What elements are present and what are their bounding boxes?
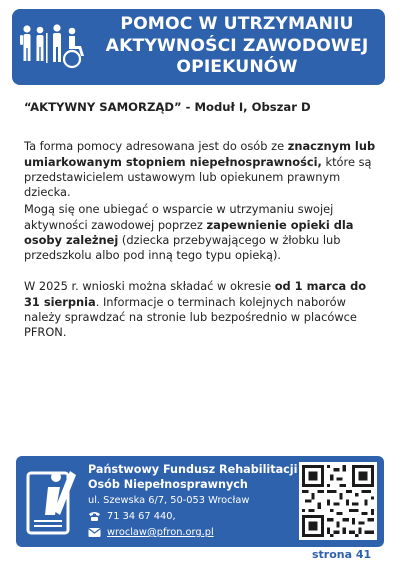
paragraph-eligibility [24, 139, 378, 200]
paragraph-support [24, 202, 378, 263]
section-subtitle: “AKTYWNY SAMORZĄD” - Moduł I, Obszar D [24, 100, 311, 114]
phone-row [88, 511, 176, 522]
email-link[interactable]: wroclaw@pfron.org.pl [107, 527, 214, 538]
text: Mogą się one ubiegać o wsparcie w utrzymaniu swojej aktywności zawodowej poprzez [24, 202, 334, 232]
phone-icon [88, 511, 101, 522]
info-icon [26, 465, 80, 537]
page-number: strona 41 [312, 548, 372, 561]
mail-icon [88, 527, 101, 538]
address: ul. Szewska 6/7, 50-053 Wrocław [88, 495, 250, 506]
organization-name [88, 462, 297, 492]
bold-text: zapewnienie opieki dla osoby zależnej [24, 217, 354, 247]
text: które są przedstawicielem ustawowym lub opiekunem prawnym dziecka. [24, 154, 372, 200]
text: W 2025 r. wnioski można składać w okresie [24, 279, 275, 294]
header-banner [12, 9, 385, 85]
email-row [88, 527, 214, 538]
title-line: AKTYWNOŚCI ZAWODOWEJ [105, 35, 369, 56]
qr-code[interactable] [299, 462, 377, 540]
bold-text: znacznym lub umiarkowanym stopniem niepełnosprawności, [24, 139, 376, 169]
people-with-disabilities-icon [20, 23, 86, 71]
paragraph-dates [24, 279, 378, 340]
bold-text: od 1 marca do 31 sierpnia [24, 279, 367, 309]
phone-number: 71 34 67 440, [107, 511, 176, 522]
title-line: POMOC W UTRZYMANIU [120, 14, 354, 34]
title-line: OPIEKUNÓW [176, 57, 298, 77]
contact-footer [16, 456, 384, 547]
text: Ta forma pomocy adresowana jest do osób ze [24, 139, 288, 154]
org-name-line: Państwowy Fundusz Rehabilitacji [88, 463, 298, 476]
text: . Informacje o terminach kolejnych naborów należy sprawdzać na stronie lub bezpośrednio w placówce PFRON. [24, 294, 357, 340]
text: (dziecka przebywającego w żłobku lub przedszkolu albo pod inną tego typu opieką). [24, 232, 341, 263]
org-name-line: Osób Niepełnosprawnych [88, 478, 248, 491]
page-title [92, 14, 382, 79]
